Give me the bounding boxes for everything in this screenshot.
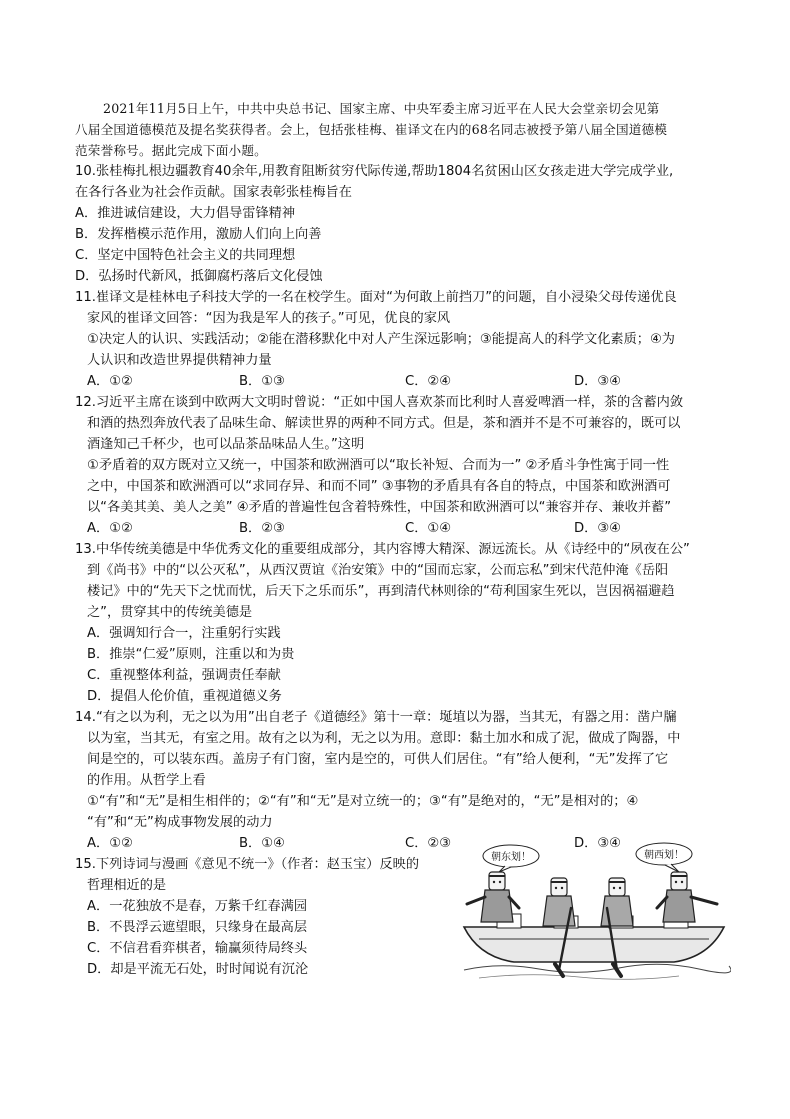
q10-option-d: D．弘扬时代新风，抵御腐朽落后文化侵蚀 bbox=[75, 269, 323, 284]
q13-option-b: B．推崇“仁爱”原则，注重以和为贵 bbox=[87, 647, 295, 662]
q14-stem-6: “有”和“无”构成事物发展的动力 bbox=[87, 815, 273, 830]
figure-right-person bbox=[657, 872, 717, 922]
q12-stem-5: 之中，中国茶和欧洲酒可以“求同存异、和而不同” ③事物的矛盾具有各自的特点，中国茶和欧洲酒可 bbox=[87, 479, 671, 494]
q11-stem-4: 人认识和改造世界提供精神力量 bbox=[87, 353, 272, 368]
q14-option-a: A．①② bbox=[87, 836, 133, 851]
q11-option-a: A．①② bbox=[87, 374, 133, 389]
q14-option-c: C．②③ bbox=[405, 836, 452, 851]
q15-stem-2: 哲理相近的是 bbox=[87, 878, 167, 893]
right-bubble-text: 朝西划！ bbox=[644, 850, 684, 861]
q15-option-b: B．不畏浮云遮望眼，只缘身在最高层 bbox=[87, 920, 308, 935]
boat-cartoon-illustration bbox=[459, 842, 731, 982]
q13-option-a: A．强调知行合一，注重躬行实践 bbox=[87, 626, 281, 641]
q12-option-a: A．①② bbox=[87, 521, 133, 536]
q11-stem-1: 11.崔译文是桂林电子科技大学的一名在校学生。面对“为何敢上前挡刀”的问题，自小浸染父母传递优良 bbox=[75, 290, 677, 305]
left-speech-bubble bbox=[483, 845, 539, 872]
q14-stem-3: 间是空的，可以装东西。盖房子有门窗，室内是空的，可供人们居住。“有”给人便利，“无”发挥了它 bbox=[87, 752, 669, 767]
q14-stem-2: 以为室，当其无，有室之用。故有之以为利，无之以为用。意即：黏土加水和成了泥，做成了陶器，中 bbox=[87, 731, 681, 746]
q10-stem-2: 在各行各业为社会作贡献。国家表彰张桂梅旨在 bbox=[75, 185, 352, 200]
q11-stem-3: ①决定人的认识、实践活动；②能在潜移默化中对人产生深远影响；③能提高人的科学文化素质；④为 bbox=[87, 332, 675, 347]
q11-stem-2: 家风的崔译文回答：“因为我是军人的孩子。”可见，优良的家风 bbox=[87, 311, 451, 326]
q12-option-d: D．③④ bbox=[574, 521, 621, 536]
q13-option-c: C．重视整体利益，强调责任奉献 bbox=[87, 668, 281, 683]
intro-line-2: 八届全国道德模范及提名奖获得者。会上，包括张桂梅、崔译文在内的68名同志被授予第八届全国道德模 bbox=[75, 122, 668, 137]
figure-left-person bbox=[467, 872, 519, 922]
left-bubble-text: 朝东划！ bbox=[491, 852, 531, 863]
q10-option-c: C．坚定中国特色社会主义的共同理想 bbox=[75, 248, 296, 263]
q14-stem-1: 14.“有之以为利，无之以为用”出自老子《道德经》第十一章：埏埴以为器，当其无，有器之用：凿户牖 bbox=[75, 710, 677, 725]
q11-option-c: C．②④ bbox=[405, 374, 452, 389]
q11-option-d: D．③④ bbox=[574, 374, 621, 389]
q11-option-b: B．①③ bbox=[239, 374, 285, 389]
q12-stem-1: 12.习近平主席在谈到中欧两大文明时曾说：“正如中国人喜欢茶而比利时人喜爱啤酒一样，茶的含蓄内敛 bbox=[75, 395, 684, 410]
q10-option-b: B．发挥楷模示范作用，激励人们向上向善 bbox=[75, 227, 322, 242]
q12-option-b: B．②③ bbox=[239, 521, 285, 536]
q15-stem-1: 15.下列诗词与漫画《意见不统一》（作者：赵玉宝）反映的 bbox=[75, 857, 420, 872]
q14-option-b: B．①④ bbox=[239, 836, 285, 851]
q12-option-c: C．①④ bbox=[405, 521, 452, 536]
q12-stem-2: 和酒的热烈奔放代表了品味生命、解读世界的两种不同方式。但是，茶和酒并不是不可兼容的，既可以 bbox=[87, 416, 681, 431]
q10-stem-1: 10.张桂梅扎根边疆教育40余年,用教育阻断贫穷代际传递,帮助1804名贫困山区女孩走进大学完成学业, bbox=[75, 164, 674, 179]
q13-stem-2: 到《尚书》中的“以公灭私”，从西汉贾谊《治安策》中的“国而忘家，公而忘私”到宋代范仲淹《岳阳 bbox=[87, 563, 669, 578]
q13-stem-4: 之”，贯穿其中的传统美德是 bbox=[87, 605, 253, 620]
q13-stem-3: 楼记》中的“先天下之忧而忧，后天下之乐而乐”，再到清代林则徐的“苟利国家生死以，岂因祸福避趋 bbox=[87, 584, 675, 599]
q15-option-d: D．却是平流无石处，时时闻说有沉沦 bbox=[87, 962, 309, 977]
q14-option-d: D．③④ bbox=[574, 836, 621, 851]
q12-stem-3: 酒逢知己千杯少，也可以品茶品味品人生。”这明 bbox=[87, 437, 365, 452]
q14-stem-4: 的作用。从哲学上看 bbox=[87, 773, 206, 788]
intro-line-1: 2021年11月5日上午，中共中央总书记、国家主席、中央军委主席习近平在人民大会堂亲切会见第 bbox=[103, 101, 660, 116]
right-speech-bubble bbox=[636, 843, 692, 872]
q12-stem-6: 以“各美其美、美人之美” ④矛盾的普遍性包含着特殊性，中国茶和欧洲酒可以“兼容并存、兼收并蓄” bbox=[87, 500, 672, 515]
q15-option-a: A．一花独放不是春，万紫千红春满园 bbox=[87, 899, 308, 914]
q13-stem-1: 13.中华传统美德是中华优秀文化的重要组成部分，其内容博大精深、源远流长。从《诗经中的“夙夜在公” bbox=[75, 542, 690, 557]
intro-line-3: 范荣誉称号。据此完成下面小题。 bbox=[75, 143, 267, 158]
q12-stem-4: ①矛盾着的双方既对立又统一，中国茶和欧洲酒可以“取长补短、合而为一” ②矛盾斗争性寓于同一性 bbox=[87, 458, 670, 473]
q13-option-d: D．提倡人伦价值，重视道德义务 bbox=[87, 689, 282, 704]
q14-stem-5: ①“有”和“无”是相生相伴的；②“有”和“无”是对立统一的；③“有”是绝对的，“无”是相对的；④ bbox=[87, 794, 639, 809]
q15-option-c: C．不信君看弈棋者，输赢须待局终头 bbox=[87, 941, 308, 956]
q10-option-a: A．推进诚信建设，大力倡导雷锋精神 bbox=[75, 206, 296, 221]
